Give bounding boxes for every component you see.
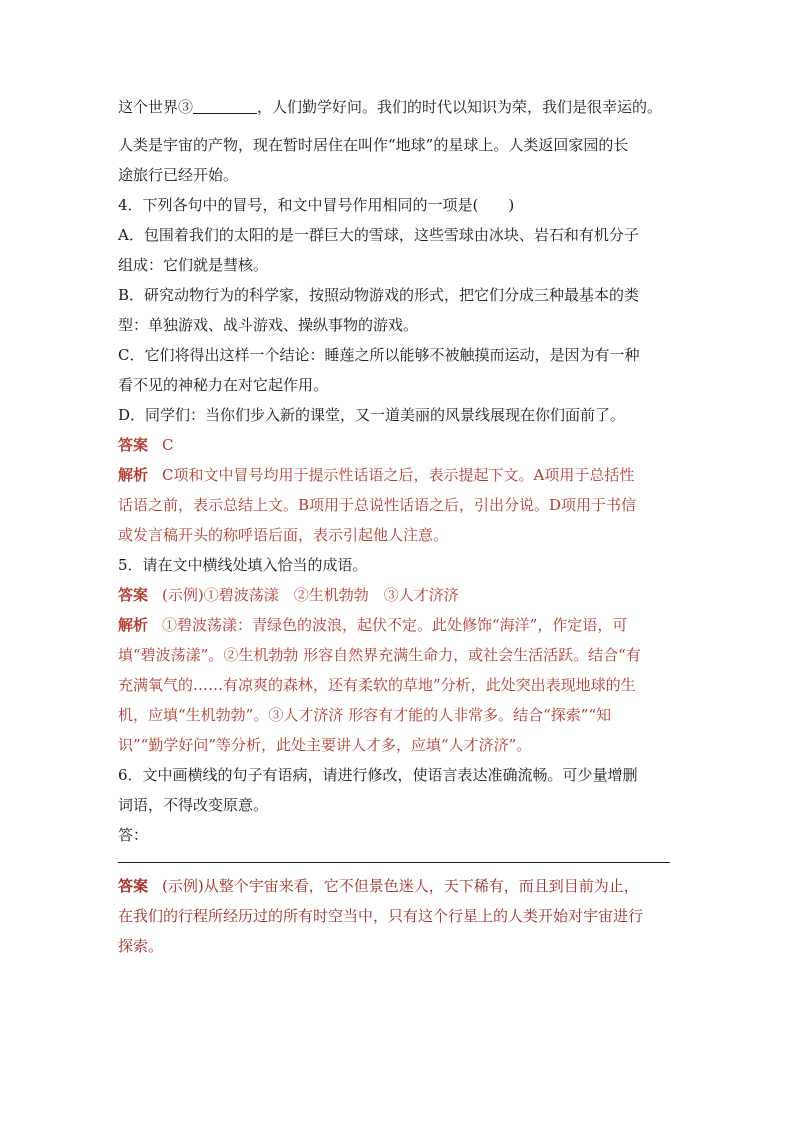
analysis-label: 解析 (118, 466, 149, 484)
question-5-answer (118, 580, 678, 610)
question-6-stem-line-1: 6．文中画横线的句子有语病，请进行修改，使语言表达准确流畅。可少量增删 (118, 766, 638, 784)
answer-text: (示例)①碧波荡漾 ②生机勃勃 ③人才济济 (162, 586, 459, 604)
analysis-label: 解析 (118, 616, 149, 634)
option-a-line-1: A．包围着我们的太阳的是一群巨大的雪球，这些雪球由冰块、岩石和有机分子 (118, 226, 639, 244)
option-d-line-1: D．同学们：当你们步入新的课堂，又一道美丽的风景线展现在你们面前了。 (118, 406, 626, 424)
question-4-stem: 4．下列各句中的冒号，和文中冒号作用相同的一项是( ) (118, 196, 515, 214)
option-c-line-1: C．它们将得出这样一个结论：睡莲之所以能够不被触摸而运动，是因为有一种 (118, 346, 640, 364)
question-6-answer-line-3: 探索。 (118, 937, 164, 955)
question-4-analysis-line-2: 话语之前，表示总结上文。B项用于总说性话语之后，引出分说。D项用于书信 (118, 496, 637, 514)
passage-text: 这个世界③ (118, 98, 194, 116)
document-body (118, 92, 678, 961)
question-4-analysis-line-1 (118, 460, 678, 490)
answer-text: C (162, 436, 174, 454)
passage-line-3: 途旅行已经开始。 (118, 166, 239, 184)
question-6-stem-line-2: 词语，不得改变原意。 (118, 796, 269, 814)
option-b-line-1: B．研究动物行为的科学家，按照动物游戏的形式，把它们分成三种最基本的类 (118, 286, 640, 304)
option-a-line-2: 组成：它们就是彗核。 (118, 256, 269, 274)
question-5-analysis-line-4: 机，应填“生机勃勃”。③人才济济 形容有才能的人非常多。结合“探索”“知 (118, 706, 612, 724)
analysis-text: C项和文中冒号均用于提示性话语之后，表示提起下文。A项用于总括性 (162, 466, 635, 484)
option-c-line-2: 看不见的神秘力在对它起作用。 (118, 376, 329, 394)
question-4-answer (118, 430, 678, 460)
answer-label: 答案 (118, 586, 149, 604)
answer-rule-line (118, 862, 670, 863)
question-6-answer-line-2: 在我们的行程所经历过的所有时空当中，只有这个行星上的人类开始对宇宙进行 (118, 907, 644, 925)
passage-line-2: 人类是宇宙的产物，现在暂时居住在叫作“地球”的星球上。人类返回家园的长 (118, 136, 629, 154)
question-4-analysis-line-3: 或发言稿开头的称呼语后面，表示引起他人注意。 (118, 526, 449, 544)
question-5-analysis-line-3: 充满氧气的……有凉爽的森林，还有柔软的草地”分析，此处突出表现地球的生 (118, 676, 636, 694)
question-5-analysis-line-5: 识”“勤学好问”等分析，此处主要讲人才多，应填“人才济济”。 (118, 736, 532, 754)
question-5-stem: 5．请在文中横线处填入恰当的成语。 (118, 556, 368, 574)
answer-label: 答案 (118, 877, 149, 895)
question-5-analysis-line-2: 填“碧波荡漾”。②生机勃勃 形容自然界充满生命力，或社会生活活跃。结合“有 (118, 646, 641, 664)
passage-text: ，人们勤学好问。我们的时代以知识为荣，我们是很幸运的。 (257, 98, 663, 116)
analysis-text: ①碧波荡漾：青绿色的波浪，起伏不定。此处修饰“海洋”，作定语，可 (162, 616, 628, 634)
passage-line-1 (118, 92, 678, 122)
option-b-line-2: 型：单独游戏、战斗游戏、操纵事物的游戏。 (118, 316, 419, 334)
fill-blank-3 (193, 95, 257, 114)
question-6-answer-line-1 (118, 871, 678, 901)
question-5-analysis-line-1 (118, 610, 678, 640)
answer-text: (示例)从整个宇宙来看，它不但景色迷人，天下稀有，而且到目前为止， (162, 877, 639, 895)
answer-label: 答案 (118, 436, 149, 454)
answer-prompt: 答： (118, 826, 149, 844)
